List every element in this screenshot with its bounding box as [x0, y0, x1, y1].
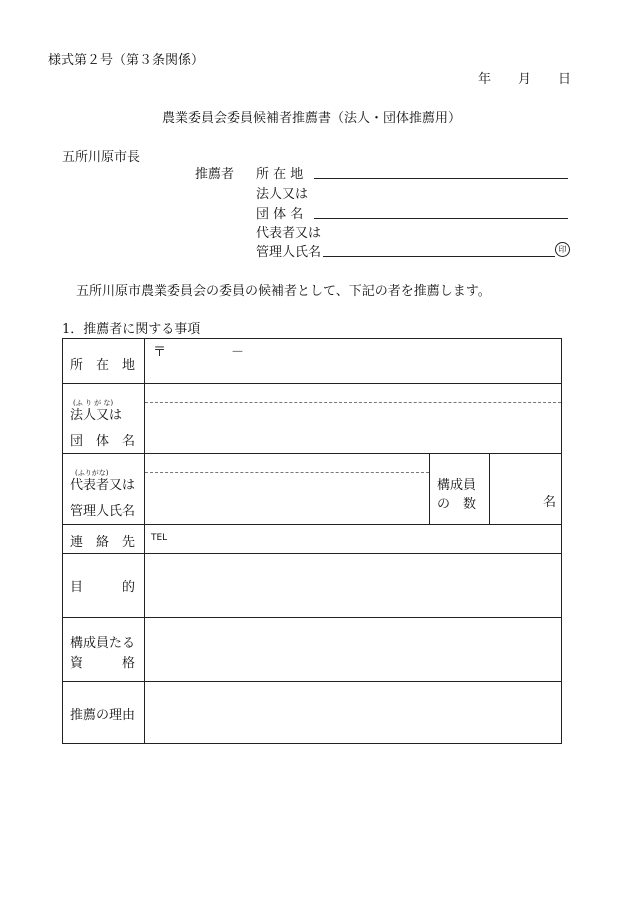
purpose-label: 目 的: [70, 580, 136, 595]
form-number: 様式第２号（第３条関係）: [48, 53, 205, 68]
org-label-1: 法人又は: [70, 408, 123, 423]
rep-ruby: (ふりがな): [75, 469, 109, 477]
recommender-rep-label-2: 管理人氏名: [256, 245, 322, 260]
date-year-label: 年: [478, 72, 492, 87]
rep-label-2: 管理人氏名: [70, 504, 136, 519]
recommender-rep-label-1: 代表者又は: [256, 226, 322, 241]
postal-dash: －: [231, 345, 245, 360]
org-input-cell[interactable]: [145, 384, 562, 454]
recommender-info-table: [62, 338, 562, 744]
postal-mark: 〒: [153, 345, 167, 360]
recommender-org-label-2: 団 体 名: [256, 207, 304, 222]
org-label-cell: [63, 384, 145, 454]
qualification-label-cell: [63, 618, 145, 682]
members-label-cell: [430, 454, 490, 525]
tel-label: TEL: [151, 533, 168, 543]
address-label-cell: [63, 339, 145, 384]
rep-label-1: 代表者又は: [70, 478, 136, 493]
seal-mark: 印: [555, 242, 570, 257]
reason-label: 推薦の理由: [70, 708, 136, 723]
document-title: 農業委員会委員候補者推薦書（法人・団体推薦用）: [162, 111, 462, 126]
recommender-org-label-1: 法人又は: [256, 187, 309, 202]
contact-label: 連 絡 先: [70, 535, 136, 550]
address-label: 所 在 地: [70, 358, 136, 373]
recommendation-statement: 五所川原市農業委員会の委員の候補者として、下記の者を推薦します。: [76, 284, 491, 299]
recommender-org-line[interactable]: [314, 218, 568, 219]
org-ruby: (ふ り が な): [73, 399, 114, 407]
section1-title: 1．推薦者に関する事項: [62, 322, 201, 337]
members-input-cell[interactable]: [490, 454, 562, 525]
rep-input-cell[interactable]: [145, 454, 430, 525]
rep-label-cell: [63, 454, 145, 525]
date-month-label: 月: [518, 72, 532, 87]
contact-input-cell[interactable]: [145, 525, 562, 554]
rep-furigana-divider: [145, 472, 429, 473]
qualification-label-2: 資 格: [70, 656, 136, 671]
qualification-input-cell[interactable]: [145, 618, 562, 682]
purpose-label-cell: [63, 554, 145, 618]
contact-label-cell: [63, 525, 145, 554]
members-unit: 名: [543, 495, 557, 510]
qualification-label-1: 構成員たる: [70, 636, 136, 651]
date-day-label: 日: [558, 72, 572, 87]
reason-label-cell: [63, 682, 145, 744]
address-input-cell[interactable]: [145, 339, 562, 384]
recommender-address-line[interactable]: [314, 178, 568, 179]
org-furigana-divider: [145, 402, 561, 403]
recommender-heading: 推薦者: [195, 167, 235, 182]
org-label-2: 団 体 名: [70, 434, 136, 449]
members-label-1: 構成員: [437, 478, 477, 493]
purpose-input-cell[interactable]: [145, 554, 562, 618]
recommender-rep-line[interactable]: [323, 256, 555, 257]
reason-input-cell[interactable]: [145, 682, 562, 744]
recommender-address-label: 所 在 地: [256, 167, 304, 182]
addressee: 五所川原市長: [62, 150, 141, 165]
members-label-2: の 数: [437, 497, 477, 512]
